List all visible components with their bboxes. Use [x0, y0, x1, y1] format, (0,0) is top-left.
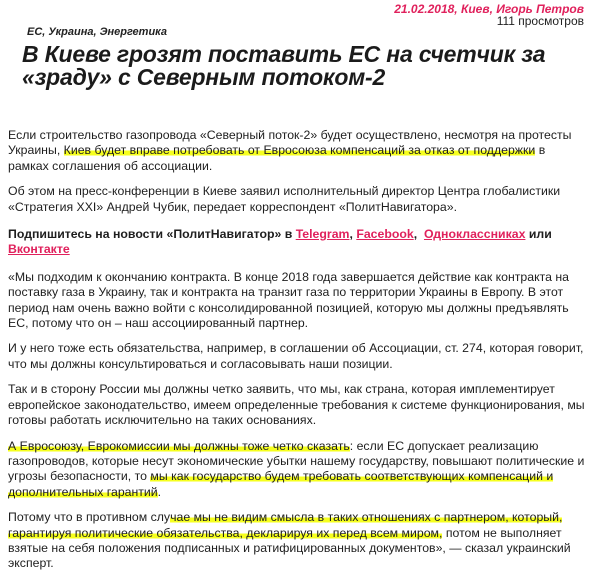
paragraph-text: потом не выполняет взятые на себя положения подписанных и ратифицированных документов», — сказал украинский эксперт.: [8, 525, 571, 571]
article-dateline: 21.02.2018, Киев, Игорь Петров: [394, 2, 584, 16]
highlighted-text: мы как государство будем требовать соответствующих компенсаций и дополнительных гарантий: [8, 469, 554, 499]
paragraph-text: Потому что в противном слу: [8, 510, 171, 525]
paragraph-text: Если строительство газопровода «Северный поток-2» будет осуществлено, несмотря на протесты Украины,: [8, 128, 572, 158]
article-meta: [394, 3, 584, 27]
facebook-link[interactable]: Facebook: [356, 227, 414, 242]
separator: ,: [349, 227, 357, 242]
paragraph-source: Об этом на пресс-конференции в Киеве заявил исполнительный директор Центра глобалистики «Стратегия XXI» Андрей Чубик, передает корреспондент «ПолитНавигатора».: [8, 184, 561, 214]
telegram-link[interactable]: Telegram: [295, 227, 350, 242]
subscribe-lead: Подпишитесь на новости «ПолитНавигатор» в: [8, 227, 296, 242]
article-categories[interactable]: ЕС, Украина, Энергетика: [27, 26, 168, 38]
paragraph-intro: [8, 128, 588, 174]
paragraph-text: в рамках соглашения об ассоциации.: [8, 143, 546, 173]
vkontakte-link[interactable]: Вконтакте: [8, 242, 70, 257]
paragraph-text: : если ЕС допускает реализацию газопроводов, которые несут экономические убытки нашему государству, повышают политические и угрозы безопасности, то: [8, 438, 585, 484]
paragraph-quote-4: [8, 439, 588, 501]
odnoklassniki-link[interactable]: Одноклассниках: [423, 227, 526, 242]
highlighted-text: Киев будет вправе потребовать от Евросоюза компенсаций за отказ от поддержки: [63, 143, 536, 158]
subscribe-line: [8, 227, 588, 258]
highlighted-text: А Евросоюзу, Еврокомиссии мы должны тоже четко сказать: [8, 438, 350, 453]
paragraph-quote-2: И у него тоже есть обязательства, например, в соглашении об Ассоциации, ст. 274, которая говорит, что мы должны консультироваться и согласовывать наши позиции.: [8, 341, 584, 371]
article-body: [8, 128, 588, 582]
view-count: 111 просмотров: [496, 14, 584, 28]
separator: ,: [413, 227, 424, 242]
article-title: В Киеве грозят поставить ЕС на счетчик за «зраду» с Северным потоком-2: [22, 41, 546, 90]
paragraph-quote-1: «Мы подходим к окончанию контракта. В конце 2018 года завершается действие как контракта на поставку газа в Украину, так и контракта на транзит газа по территории Украины в Европу. В этот период нам очень важно войти с консолидированной позицией, которую мы должны предъявлять ЕС, потому что он – наш ассоциированный партнер.: [8, 269, 569, 331]
paragraph-text: .: [157, 484, 162, 499]
separator: или: [525, 227, 552, 242]
highlighted-text: чае мы не видим смысла в таких отношениях с партнером, который, гарантируя политические обязательства, декларируя их перед всем миром,: [8, 510, 563, 540]
paragraph-quote-3: Так и в сторону России мы должны четко заявить, что мы, как страна, которая имплементирует европейское законодательство, имеем определенные требования к системе функционирования, мы готовы работать исключительно на таких основаниях.: [8, 382, 585, 428]
